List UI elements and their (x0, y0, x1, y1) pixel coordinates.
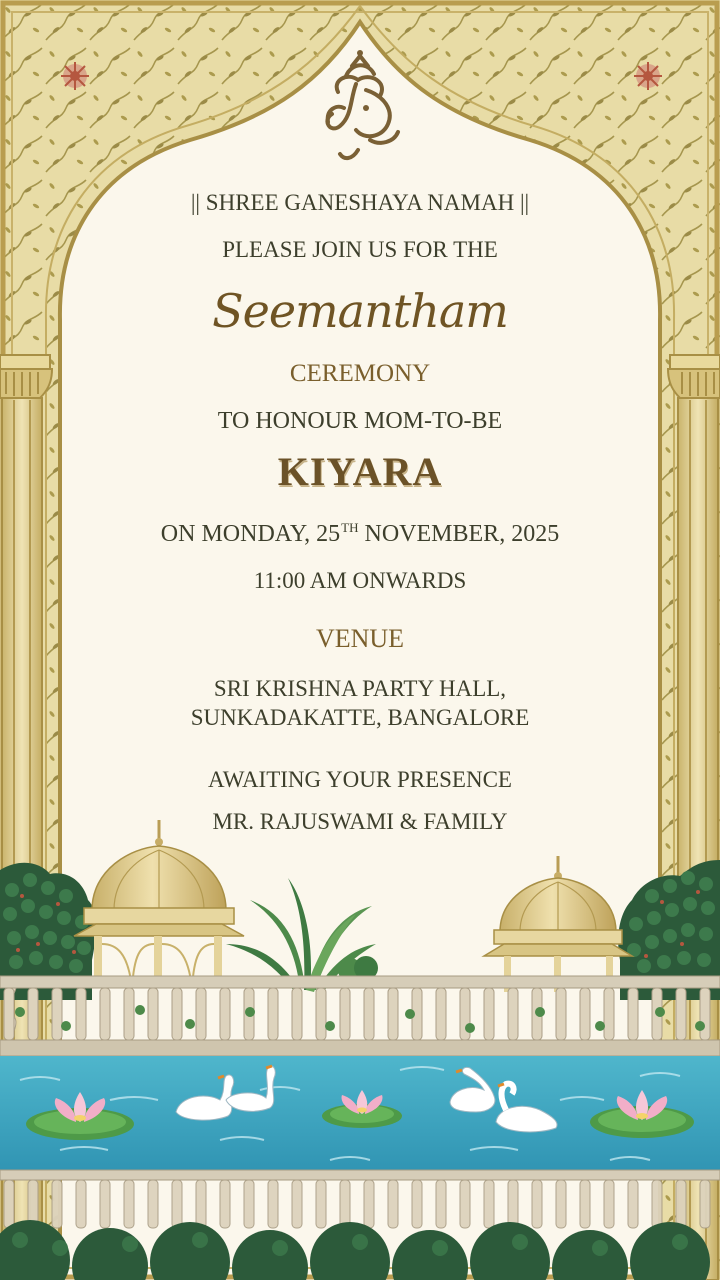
venue-line-2: SUNKADAKATTE, BANGALORE (190, 705, 530, 730)
blessing-text: || SHREE GANESHAYA NAMAH || (190, 190, 530, 215)
venue-heading: VENUE (315, 624, 405, 653)
event-time: 11:00 AM ONWARDS (253, 568, 467, 593)
event-date (0, 520, 720, 548)
event-subtitle: CEREMONY (289, 360, 431, 387)
balustrade-lower (0, 1170, 720, 1228)
honour-line: TO HONOUR MOM-TO-BE (217, 408, 503, 434)
balustrade-upper (0, 976, 720, 1056)
rosette-left (61, 62, 89, 90)
date-prefix: ON MONDAY, 25 (160, 521, 341, 547)
dome-pavilion-left (74, 820, 244, 988)
ganesha-icon (327, 50, 398, 158)
dome-pavilion-right (484, 856, 632, 992)
rosette-right (634, 62, 662, 90)
host-name: MR. RAJUSWAMI & FAMILY (212, 809, 508, 834)
event-title: Seemantham (212, 284, 508, 338)
date-suffix: TH (341, 520, 359, 535)
venue-line-1: SRI KRISHNA PARTY HALL, (213, 676, 507, 701)
date-rest: NOVEMBER, 2025 (358, 521, 560, 547)
closing-text: AWAITING YOUR PRESENCE (208, 767, 512, 792)
honoree-name: KIYARA (277, 449, 443, 494)
intro-text: PLEASE JOIN US FOR THE (222, 237, 498, 262)
